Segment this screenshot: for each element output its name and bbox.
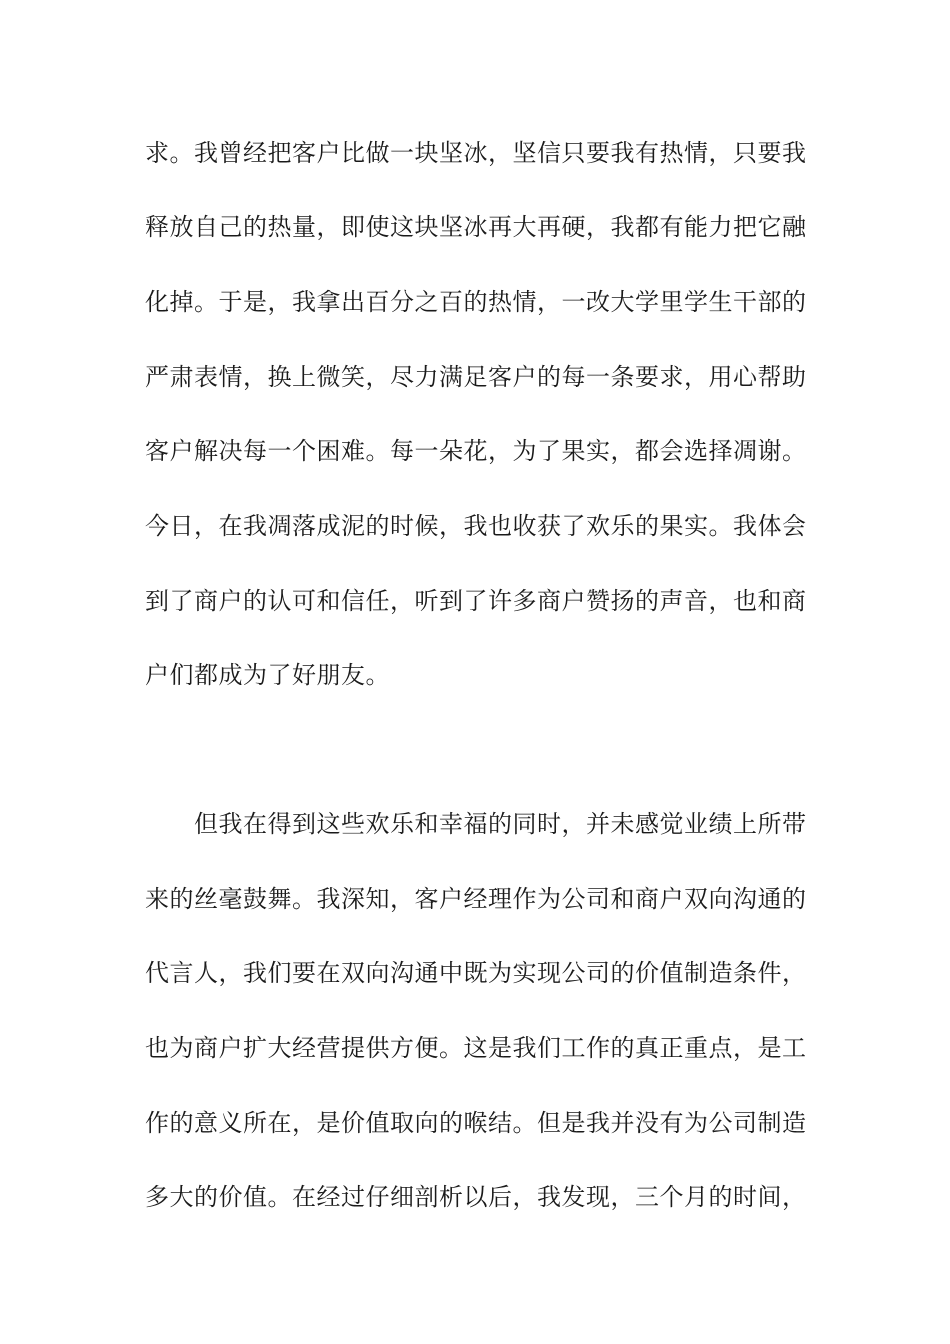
text-line: 作的意义所在，是价值取向的喉结。但是我并没有为公司制造 [145, 1109, 807, 1137]
text-line: 今日，在我凋落成泥的时候，我也收获了欢乐的果实。我体会 [145, 512, 807, 540]
text-line: 户们都成为了好朋友。 [145, 661, 390, 689]
text-line: 释放自己的热量，即使这块坚冰再大再硬，我都有能力把它融 [145, 213, 807, 241]
text-line: 严肃表情，换上微笑，尽力满足客户的每一条要求，用心帮助 [145, 363, 807, 391]
text-line: 到了商户的认可和信任，听到了许多商户赞扬的声音，也和商 [145, 587, 807, 615]
text-line: 客户解决每一个困难。每一朵花，为了果实，都会选择凋谢。 [145, 437, 807, 465]
text-line: 化掉。于是，我拿出百分之百的热情，一改大学里学生干部的 [145, 288, 807, 316]
text-line: 代言人，我们要在双向沟通中既为实现公司的价值制造条件， [145, 959, 807, 987]
text-line: 求。我曾经把客户比做一块坚冰，坚信只要我有热情，只要我 [145, 139, 807, 167]
text-line: 多大的价值。在经过仔细剖析以后，我发现，三个月的时间， [145, 1183, 807, 1211]
text-line: 来的丝毫鼓舞。我深知，客户经理作为公司和商户双向沟通的 [145, 885, 807, 913]
text-line: 也为商户扩大经营提供方便。这是我们工作的真正重点，是工 [145, 1034, 807, 1062]
text-line: 但我在得到这些欢乐和幸福的同时，并未感觉业绩上所带 [194, 810, 807, 838]
